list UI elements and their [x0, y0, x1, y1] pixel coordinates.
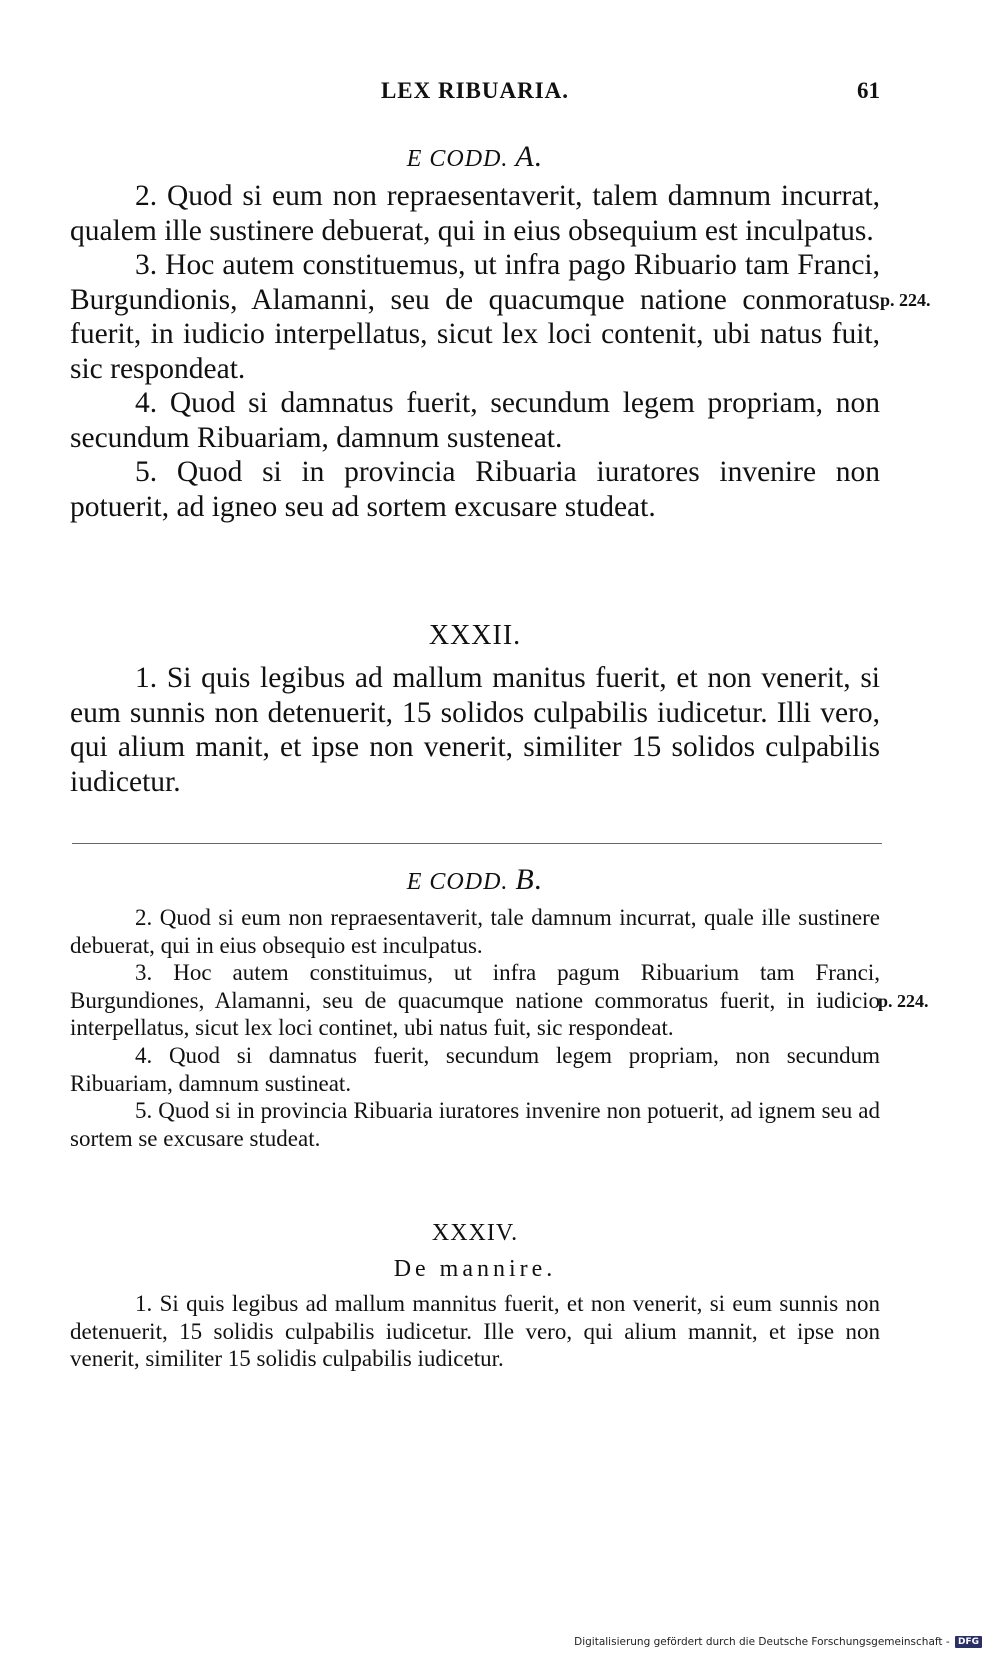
- running-head: [70, 78, 880, 110]
- codex-b-paragraph-4: 4. Quod si damnatus fuerit, secundum legem propriam, non secundum Ribuariam, damnum sustineat.: [70, 1042, 880, 1096]
- codex-a-text: [70, 179, 880, 524]
- dfg-logo-icon: DFG: [955, 1636, 982, 1648]
- chapter-xxxiv-subtitle: De mannire.: [393, 1256, 557, 1282]
- digitization-credit: [574, 1636, 982, 1648]
- chapter-xxxiv-text: [70, 1290, 880, 1373]
- codex-a-paragraph-5: 5. Quod si in provincia Ribuaria iuratores invenire non potuerit, ad igneo seu ad sortem excusare studeat.: [70, 456, 880, 523]
- codex-b-prefix: E CODD.: [406, 869, 509, 895]
- chapter-heading-xxxiv: XXXIV.: [431, 1220, 519, 1246]
- digitization-credit-text: Digitalisierung gefördert durch die Deutsche Forschungsgemeinschaft -: [574, 1636, 950, 1648]
- codex-b-text: [70, 904, 880, 1152]
- chapter-xxxiv-paragraph-1: 1. Si quis legibus ad mallum mannitus fuerit, et non venerit, si eum sunnis non detenuerit, 15 solidis culpabilis iudicetur. Ille vero, qui alium mannit, et ipse non venerit, similiter 15 solidis culpabilis iudicetur.: [70, 1291, 880, 1372]
- chapter-xxxii-text: [70, 661, 880, 799]
- codex-b-margin-ref: p. 224.: [878, 991, 929, 1011]
- codex-b-paragraph-3: 3. Hoc autem constituimus, ut infra pagum Ribuarium tam Franci, Burgundiones, Alamanni, seu de quacumque natione commoratus fuerit, in iudicio interpellatus, sicut lex loci continet, ubi natus fuit, sic respondeat.: [70, 960, 880, 1041]
- codex-a-heading: [70, 140, 880, 174]
- codex-b-letter: B.: [515, 863, 544, 896]
- chapter-xxxii-paragraph-1: 1. Si quis legibus ad mallum manitus fuerit, et non venerit, si eum sunnis non detenuerit, 15 solidos culpabilis iudicetur. Illi vero, qui alium manit, et ipse non venerit, similiter 15 solidos culpabilis iudicetur.: [70, 662, 880, 798]
- codex-a-paragraph-2: 2. Quod si eum non repraesentaverit, talem damnum incurrat, qualem ille sustinere debuerat, qui in eius obsequium est inculpatus.: [70, 180, 880, 247]
- codex-b-heading: [70, 863, 880, 897]
- codex-a-prefix: E CODD.: [406, 146, 509, 172]
- running-title: LEX RIBUARIA.: [380, 78, 570, 103]
- codex-a-paragraph-4: 4. Quod si damnatus fuerit, secundum legem propriam, non secundum Ribuariam, damnum susteneat.: [70, 387, 880, 454]
- chapter-heading-xxxii: XXXII.: [428, 620, 522, 651]
- codex-b-paragraph-2: 2. Quod si eum non repraesentaverit, tale damnum incurrat, quale ille sustinere debuerat, qui in eius obsequio est inculpatus.: [70, 905, 880, 958]
- section-divider: [72, 843, 882, 844]
- codex-a-letter: A.: [515, 140, 544, 173]
- codex-a-paragraph-3: 3. Hoc autem constituemus, ut infra pago Ribuario tam Franci, Burgundionis, Alamanni, seu de quacumque natione conmoratus fuerit, in iudicio interpellatus, sicut lex loci contenit, ubi natus fuit, sic respondeat.: [70, 249, 880, 385]
- codex-b-paragraph-5: 5. Quod si in provincia Ribuaria iuratores invenire non potuerit, ad ignem seu ad sortem se excusare studeat.: [70, 1098, 880, 1151]
- codex-a-margin-ref: p. 224.: [880, 290, 931, 310]
- page-number: 61: [857, 78, 880, 103]
